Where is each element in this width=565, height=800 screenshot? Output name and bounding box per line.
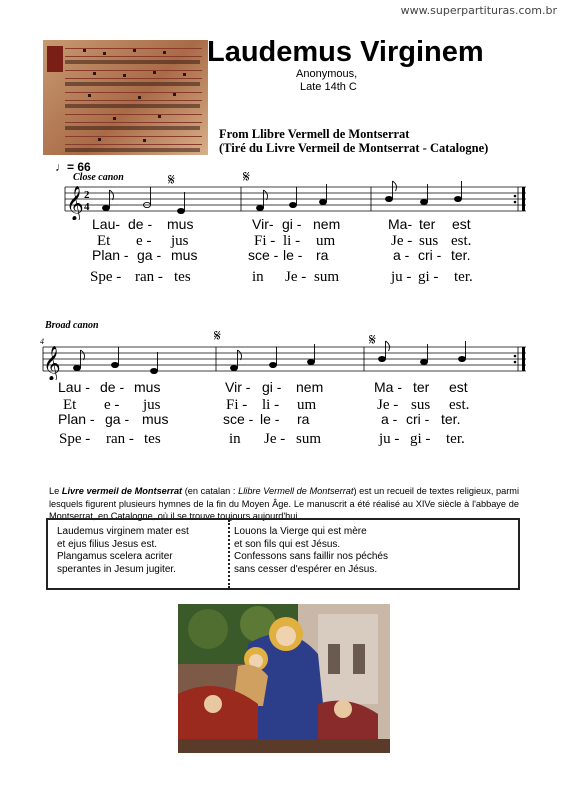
composer-date: Late 14th C: [300, 81, 357, 93]
lyric-syllable: a -: [393, 247, 410, 263]
composer: [296, 68, 357, 94]
lyric-syllable: gi -: [282, 216, 302, 232]
lyric-syllable: Fi -: [254, 233, 276, 249]
lyric-syllable: li -: [262, 397, 280, 413]
lyric-syllable: ju -: [391, 269, 412, 285]
segno-icon: 𝄋: [214, 328, 221, 345]
lyric-syllable: mus: [142, 411, 169, 427]
lyric-syllable: um: [297, 397, 317, 413]
illuminated-initial: [47, 46, 63, 72]
segno-icon: 𝄋: [369, 332, 376, 349]
lyric-syllable: de -: [100, 379, 125, 395]
translation-table: [46, 518, 520, 590]
lyric-syllable: Spe -: [59, 431, 91, 447]
lyric-syllable: ter: [419, 216, 436, 232]
lyric-syllable: Ma -: [374, 379, 402, 395]
lyric-syllable: est: [449, 379, 468, 395]
lyric-syllable: mus: [171, 247, 198, 263]
page-title: Laudemus Virginem: [207, 36, 484, 68]
lyric-syllable: est.: [449, 397, 470, 413]
lyric-syllable: Je -: [264, 431, 286, 447]
lyric-syllable: ter.: [446, 431, 465, 447]
lyric-syllable: jus: [143, 397, 161, 413]
lyric-syllable: Je -: [285, 269, 307, 285]
catalan-title: Llibre Vermell de Montserrat: [238, 486, 354, 496]
virgin-and-child-painting: [178, 604, 390, 753]
lyric-syllable: le -: [283, 247, 303, 263]
lyric-syllable: Et: [97, 233, 111, 249]
lyric-syllable: mus: [134, 379, 161, 395]
lyric-syllable: sus: [419, 233, 439, 249]
lyric-syllable: sce -: [248, 247, 279, 263]
lyric-syllable: in: [252, 269, 264, 285]
source-line: From Llibre Vermell de Montserrat: [219, 127, 410, 141]
composer-line: Anonymous,: [296, 68, 358, 80]
lyric-syllable: cri -: [418, 247, 442, 263]
lyric-syllable: Vir-: [252, 216, 274, 232]
lyric-syllable: sus: [411, 397, 431, 413]
latin-column: Laudemus virginem mater est et ejus filius Jesus est. Plangamus scelera acriter sperantes in Jesum jugiter.: [57, 526, 189, 575]
lyric-syllable: Plan -: [92, 247, 129, 263]
lyric-syllable: li -: [283, 233, 301, 249]
lyric-syllable: ter.: [441, 411, 461, 427]
french-column: Louons la Vierge qui est mère et son fils qui est Jésus. Confessons sans faillir nos péchés sans cesser d'espérer en Jésus.: [234, 526, 388, 575]
lyric-syllable: gi -: [418, 269, 439, 285]
lyric-syllable: in: [229, 431, 241, 447]
lyric-syllable: jus: [171, 233, 189, 249]
lyric-syllable: est.: [451, 233, 472, 249]
source-line-fr: (Tiré du Livre Vermeil de Montserrat - Catalogne): [219, 141, 489, 155]
lyric-syllable: nem: [313, 216, 341, 232]
segno-icon: 𝄋: [168, 172, 175, 189]
lyric-syllable: e -: [104, 397, 120, 413]
measure-number: 4: [40, 337, 44, 346]
lyric-syllable: sum: [314, 269, 340, 285]
book-title: Livre vermeil de Montserrat: [61, 486, 183, 496]
source: [219, 127, 488, 155]
lyric-syllable: est: [452, 216, 471, 232]
site-url[interactable]: www.superpartituras.com.br: [400, 4, 557, 17]
lyric-syllable: Vir -: [225, 379, 251, 395]
canon-label: Broad canon: [45, 320, 99, 331]
lyric-syllable: nem: [296, 379, 324, 395]
lyric-syllable: mus: [167, 216, 194, 232]
lyric-syllable: tes: [144, 431, 161, 447]
lyric-syllable: gi -: [410, 431, 431, 447]
lyric-syllable: Je -: [391, 233, 413, 249]
lyric-syllable: cri -: [406, 411, 430, 427]
lyric-syllable: Plan -: [58, 411, 95, 427]
lyric-syllable: ga -: [105, 411, 130, 427]
lyric-syllable: ju -: [379, 431, 400, 447]
canon-label: Close canon: [73, 172, 124, 183]
lyric-syllable: Spe -: [90, 269, 122, 285]
lyric-syllable: Je -: [377, 397, 399, 413]
description-paragraph: Le Livre vermeil de Montserrat (en catalan : Llibre Vermell de Montserrat) est un recueil de textes religieux, parmi lesquels figurent plusieurs hymnes de la fin du Moyen Âge. Le manuscrit a été réalisé au XIVe siècle à l'abbaye de Montserrat, en Catalogne, où il se trouve toujours aujourd'hui.: [49, 486, 519, 521]
segno-icon: 𝄋: [243, 169, 250, 186]
lyric-syllable: ga -: [137, 247, 162, 263]
lyric-syllable: um: [316, 233, 336, 249]
time-signature-top: 2: [84, 189, 90, 201]
lyric-syllable: sce -: [223, 411, 254, 427]
lyric-syllable: ter.: [454, 269, 473, 285]
lyric-syllable: Lau -: [58, 379, 90, 395]
music-staff-2: [40, 338, 530, 380]
lyric-syllable: tes: [174, 269, 191, 285]
lyric-syllable: ter.: [451, 247, 471, 263]
lyric-syllable: Ma-: [388, 216, 413, 232]
lyric-syllable: ran -: [106, 431, 134, 447]
tempo-marking: ♩= 66: [55, 160, 91, 174]
lyric-syllable: Fi -: [226, 397, 248, 413]
lyric-syllable: gi -: [262, 379, 282, 395]
treble-clef-icon: 𝄞: [43, 346, 61, 380]
treble-clef-icon: 𝄞: [66, 186, 84, 220]
lyric-syllable: sum: [296, 431, 322, 447]
manuscript-image: [43, 40, 208, 155]
lyric-syllable: a -: [381, 411, 398, 427]
lyric-syllable: ran -: [135, 269, 163, 285]
lyric-syllable: Et: [63, 397, 77, 413]
music-staff-1: [40, 178, 530, 220]
lyric-syllable: ter: [413, 379, 430, 395]
lyric-syllable: ra: [297, 411, 310, 427]
lyric-syllable: Lau-: [92, 216, 121, 232]
lyric-syllable: le -: [260, 411, 280, 427]
lyric-syllable: e -: [136, 233, 152, 249]
time-signature-bottom: 4: [84, 201, 90, 213]
lyric-syllable: ra: [316, 247, 329, 263]
lyric-syllable: de -: [128, 216, 153, 232]
